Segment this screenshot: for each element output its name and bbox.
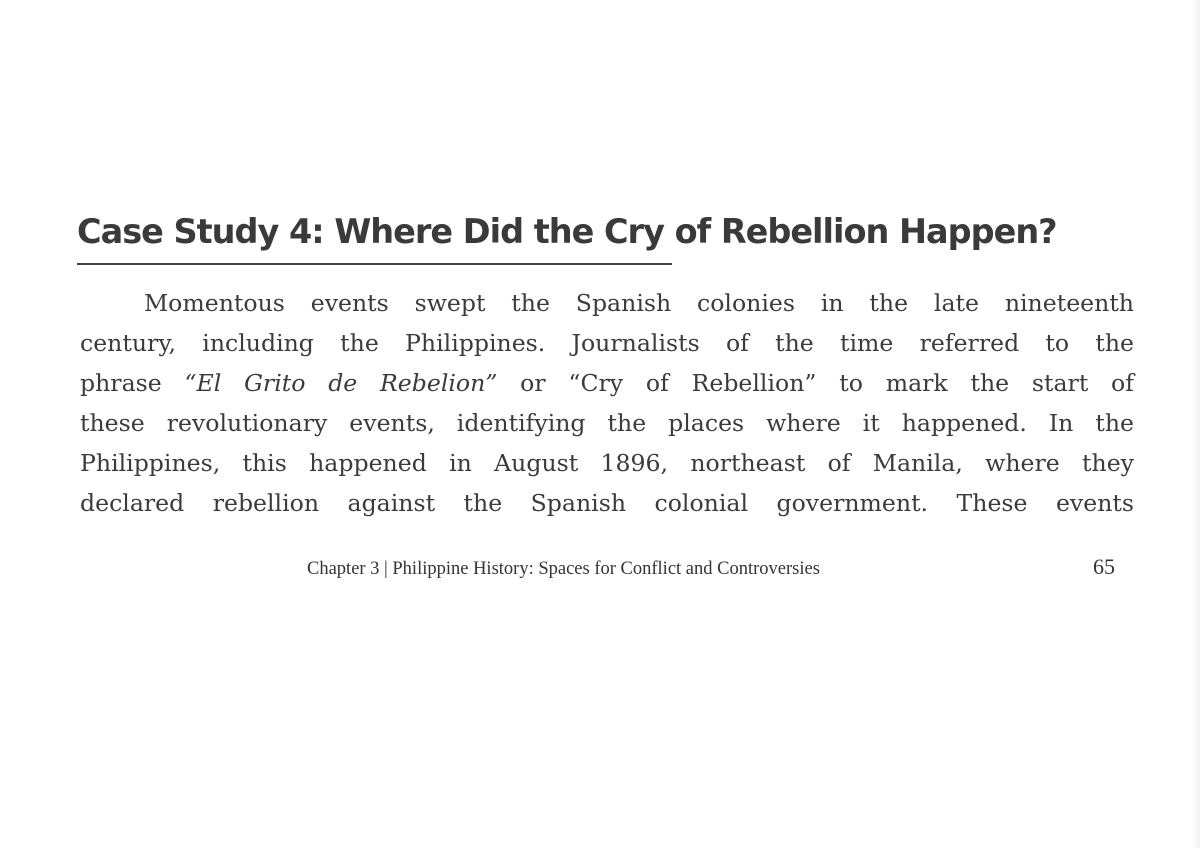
scan-edge-shadow <box>1192 0 1200 848</box>
italic-phrase: “El Grito de Rebelion” <box>184 369 498 397</box>
heading-underline <box>77 263 672 265</box>
paragraph-line-1: Momentous events swept the Spanish colonies in the late nineteenth <box>144 289 1134 317</box>
paragraph-line-2: century, including the Philippines. Journalists of the time referred to the <box>80 329 1134 357</box>
body-paragraph <box>80 283 1134 523</box>
paragraph-line-3-start: phrase <box>80 369 162 397</box>
paragraph-line-3 <box>80 363 1134 403</box>
case-study-heading: Case Study 4: Where Did the Cry of Rebellion Happen? <box>77 212 1057 251</box>
paragraph-line-4: these revolutionary events, identifying the places where it happened. In the <box>80 409 1134 437</box>
paragraph-line-6: declared rebellion against the Spanish colonial government. These events <box>80 489 1134 517</box>
running-footer: Chapter 3 | Philippine History: Spaces for Conflict and Controversies <box>307 559 820 579</box>
page-number: 65 <box>1093 554 1115 579</box>
paragraph-line-3-end: or “Cry of Rebellion” to mark the start of <box>520 369 1134 397</box>
paragraph-line-5: Philippines, this happened in August 1896, northeast of Manila, where they <box>80 449 1134 477</box>
